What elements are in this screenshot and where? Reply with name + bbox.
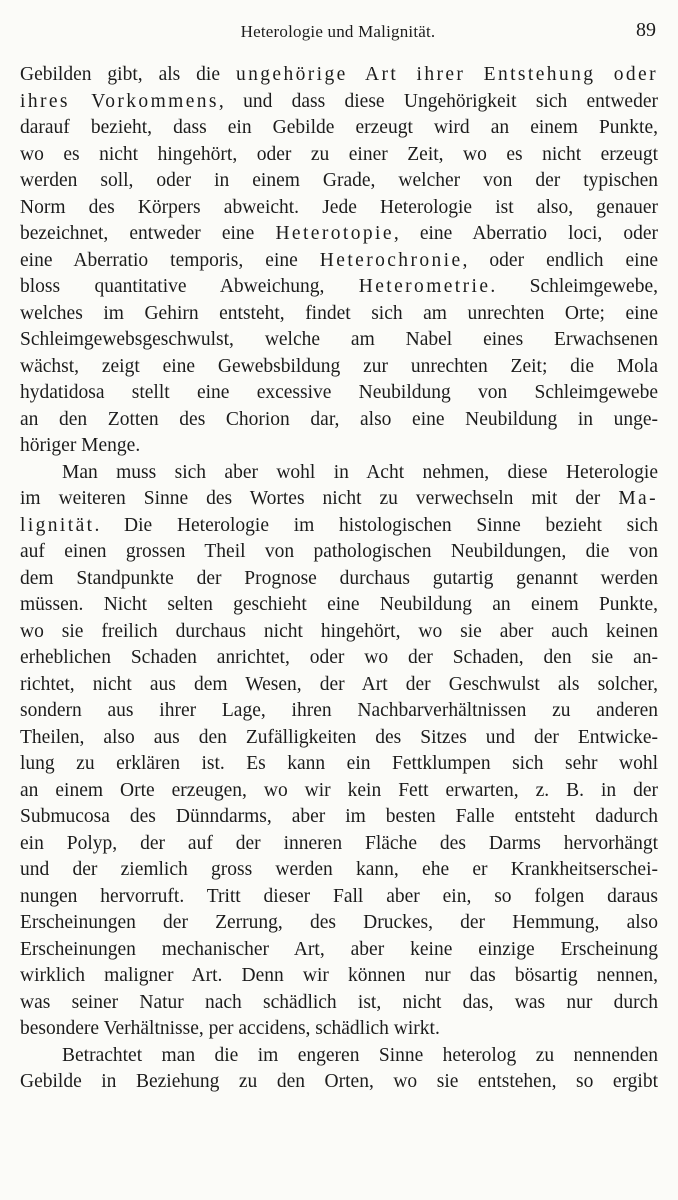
text-line [20, 62, 658, 89]
text-line [20, 619, 658, 646]
page-number: 89 [636, 19, 656, 41]
text-run: Betrachtet man die im engeren Sinne heterolog zu nennenden [62, 1044, 658, 1066]
text-line [20, 804, 658, 831]
text-line [20, 751, 658, 778]
text-line [20, 539, 658, 566]
text-line [20, 566, 658, 593]
text-run: . Die Heterologie im histologischen Sinne bezieht sich [94, 514, 658, 536]
text-line [20, 884, 658, 911]
text-run: wächst, zeigt eine Gewebsbildung zur unrechten Zeit; die Mola [20, 355, 658, 377]
text-line [20, 274, 658, 301]
text-run: Erscheinungen der Zerrung, des Druckes, der Hemmung, also [20, 912, 658, 933]
text-line [20, 433, 658, 460]
text-run: Theilen, also aus den Zufälligkeiten des Sitzes und der Entwicke- [20, 726, 658, 748]
text-run: ein Polyp, der auf der inneren Fläche des Darms hervorhängt [20, 832, 658, 854]
text-line [20, 1043, 658, 1070]
text-line [20, 301, 658, 328]
text-line [20, 89, 658, 116]
text-run: , eine Aberratio loci, oder [393, 223, 658, 244]
text-run: und der ziemlich gross werden kann, ehe er Krankheitserschei- [20, 859, 658, 880]
text-run: müssen. Nicht selten geschieht eine Neubildung an einem Punkte, [20, 594, 658, 615]
text-run: erheblichen Schaden anrichtet, oder wo der Schaden, den sie an- [20, 647, 658, 668]
text-line [20, 142, 658, 169]
text-run: wirklich maligner Art. Denn wir können nur das bösartig nennen, [20, 965, 658, 986]
text-run: welches im Gehirn entsteht, findet sich am unrechten Orte; eine [20, 302, 658, 324]
text-run: Erscheinungen mechanischer Art, aber keine einzige Erscheinung [20, 938, 658, 960]
text-run: besondere Verhältnisse, per accidens, schädlich wirkt. [20, 1018, 440, 1039]
text-run: an einem Orte erzeugen, wo wir kein Fett erwarten, z. B. in der [20, 779, 658, 801]
text-run: richtet, nicht aus dem Wesen, der Art der Geschwulst als solcher, [20, 673, 658, 695]
text-run: Gebilde in Beziehung zu den Orten, wo sie entstehen, so ergibt [20, 1071, 658, 1092]
body-text [20, 62, 658, 1096]
text-run: bezeichnet, entweder eine [20, 223, 276, 244]
spaced-emphasis: Heterometrie [358, 276, 491, 297]
text-run: wo es nicht hingehört, oder zu einer Zeit, wo es nicht erzeugt [20, 143, 658, 165]
text-run: höriger Menge. [20, 435, 141, 456]
spaced-emphasis: ungehörige Art ihrer Entstehung oder [235, 64, 658, 85]
text-line [20, 592, 658, 619]
text-run: darauf bezieht, dass ein Gebilde erzeugt wird an einem Punkte, [20, 117, 658, 138]
text-line [20, 910, 658, 937]
text-run: , oder endlich eine [462, 249, 658, 271]
text-line [20, 645, 658, 672]
text-run: dem Standpunkte der Prognose durchaus gutartig genannt werden [20, 567, 658, 589]
text-line [20, 698, 658, 725]
running-head: Heterologie und Malignität. [240, 22, 436, 41]
text-run: hydatidosa stellt eine excessive Neubildung von Schleimgewebe [20, 382, 658, 403]
spaced-emphasis: Heterochronie [319, 249, 463, 271]
text-run: . Schleimgewebe, [490, 276, 658, 297]
text-run: bloss quantitative Abweichung, [20, 276, 359, 297]
text-line [20, 937, 658, 964]
text-run: wo sie freilich durchaus nicht hingehört, wo sie aber auch keinen [20, 620, 658, 642]
text-run: eine Aberratio temporis, eine [20, 249, 320, 271]
text-line [20, 857, 658, 884]
text-line [20, 1016, 658, 1043]
text-line [20, 195, 658, 222]
text-line [20, 407, 658, 434]
text-line [20, 672, 658, 699]
text-line [20, 778, 658, 805]
text-run: auf einen grossen Theil von pathologischen Neubildungen, die von [20, 541, 658, 562]
text-run: an den Zotten des Chorion dar, also eine Neubildung in unge- [20, 408, 658, 430]
text-run: nungen hervorruft. Tritt dieser Fall aber ein, so folgen daraus [20, 885, 658, 907]
text-run: sondern aus ihrer Lage, ihren Nachbarverhältnissen zu anderen [20, 700, 658, 721]
text-line [20, 990, 658, 1017]
text-run: was seiner Natur nach schädlich ist, nicht das, was nur durch [20, 991, 658, 1013]
spaced-emphasis: Ma- [618, 488, 658, 509]
text-line [20, 380, 658, 407]
text-line [20, 168, 658, 195]
text-line [20, 221, 658, 248]
text-line [20, 248, 658, 275]
text-run: lung zu erklären ist. Es kann ein Fettklumpen sich sehr wohl [20, 753, 658, 774]
text-line [20, 1069, 658, 1096]
text-run: , und dass diese Ungehörigkeit sich entweder [218, 90, 658, 112]
spaced-emphasis: Heterotopie [275, 223, 394, 244]
text-run: Man muss sich aber wohl in Acht nehmen, diese Heterologie [62, 461, 658, 483]
text-line [20, 831, 658, 858]
text-line [20, 725, 658, 752]
text-run: Submucosa des Dünndarms, aber im besten Falle entsteht dadurch [20, 806, 658, 827]
spaced-emphasis: ihres Vorkommens [20, 90, 219, 112]
text-line [20, 354, 658, 381]
text-run: werden soll, oder in einem Grade, welcher von der typischen [20, 170, 658, 191]
text-line [20, 513, 658, 540]
text-line [20, 486, 658, 513]
text-line [20, 327, 658, 354]
text-line [20, 460, 658, 487]
text-run: Norm des Körpers abweicht. Jede Heterologie ist also, genauer [20, 196, 658, 218]
text-run: Schleimgewebsgeschwulst, welche am Nabel eines Erwachsenen [20, 329, 658, 350]
text-line [20, 115, 658, 142]
page-header [20, 18, 656, 48]
text-run: Gebilden gibt, als die [20, 64, 236, 85]
spaced-emphasis: lignität [20, 514, 95, 536]
text-line [20, 963, 658, 990]
text-run: im weiteren Sinne des Wortes nicht zu verwechseln mit der [20, 488, 619, 509]
